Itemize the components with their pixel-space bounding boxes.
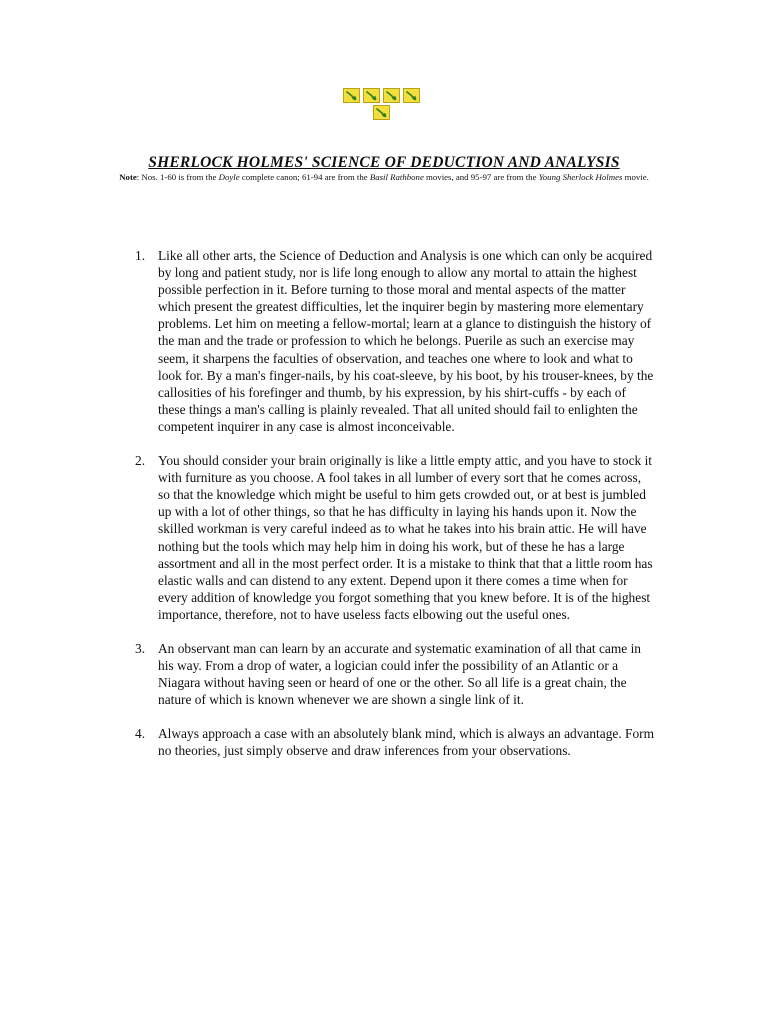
pipe-icon (373, 105, 390, 120)
note-text: complete canon; 61-94 are from the (239, 172, 370, 182)
list-item (135, 725, 655, 759)
item-text: Like all other arts, the Science of Deduction and Analysis is one which can only be acquired by long and patient study, nor is life long enough to allow any mortal to attain the highest possible perfection in it. Before turning to those moral and mental aspects of the matter which present the greatest difficulties, let the inquirer begin by mastering more elementary problems. Let him on meeting a fellow-mortal; learn at a glance to distinguish the history of the man and the trade or profession to which he belongs. Puerile as such an exercise may seem, it sharpens the faculties of observation, and teaches one where to look and what to look for. By a man's finger-nails, by his coat-sleeve, by his boot, by his trouser-knees, by the callosities of his forefinger and thumb, by his expression, by his shirt-cuffs - by each of these things a man's calling is plainly revealed. That all united should fail to enlighten the competent inquirer in any case is almost inconceivable. (158, 248, 654, 434)
page-title: SHERLOCK HOLMES' SCIENCE OF DEDUCTION AND ANALYSIS (148, 154, 620, 171)
item-number: 2. (135, 453, 146, 469)
note-text: movie. (622, 172, 649, 182)
item-text: An observant man can learn by an accurate and systematic examination of all that came in his way. From a drop of water, a logician could infer the possibility of an Atlantic or a Niagara without having seen or heard of one or the other. So all life is a great chain, the nature of which is known whenever we are shown a single link of it. (158, 640, 641, 708)
pipe-icon (363, 88, 380, 103)
list-item (135, 247, 655, 435)
pipe-icon (383, 88, 400, 103)
item-text: You should consider your brain originally is like a little empty attic, and you have to stock it with furniture as you choose. A fool takes in all lumber of every sort that he comes across, so that the knowledge which might be useful to him gets crowded out, or at best is jumbled up with a lot of other things, so that he has difficulty in laying his hands upon it. Now the skilled workman is very careful indeed as to what he takes into his brain attic. He will have nothing but the tools which may help him in doing his work, but of these he has a large assortment and all in the most perfect order. It is a mistake to think that that a little room has elastic walls and can distend to any extent. Depend upon it there comes a time when for every addition of knowledge you forgot something that you knew before. It is of the highest importance, therefore, not to have useless facts elbowing out the useful ones. (158, 453, 653, 622)
note-emphasis: Basil Rathbone (369, 172, 424, 182)
note-emphasis: Doyle (218, 172, 240, 182)
note-emphasis: Young Sherlock Holmes (538, 172, 623, 182)
note-label: Note (119, 172, 137, 182)
source-note (108, 172, 660, 183)
note-text: movies, and 95-97 are from the (423, 172, 539, 182)
pipe-icon (403, 88, 420, 103)
note-text: : Nos. 1-60 is from the (136, 172, 219, 182)
list-item (135, 452, 655, 623)
deduction-list (135, 247, 655, 777)
pipe-icon (343, 88, 360, 103)
item-number: 4. (135, 726, 146, 742)
item-number: 3. (135, 640, 146, 656)
list-item (135, 640, 655, 708)
pipe-logo (343, 88, 425, 122)
item-number: 1. (135, 248, 146, 263)
item-text: Always approach a case with an absolutely blank mind, which is always an advantage. Form no theories, just simply observe and draw inferences from your observations. (158, 726, 655, 759)
